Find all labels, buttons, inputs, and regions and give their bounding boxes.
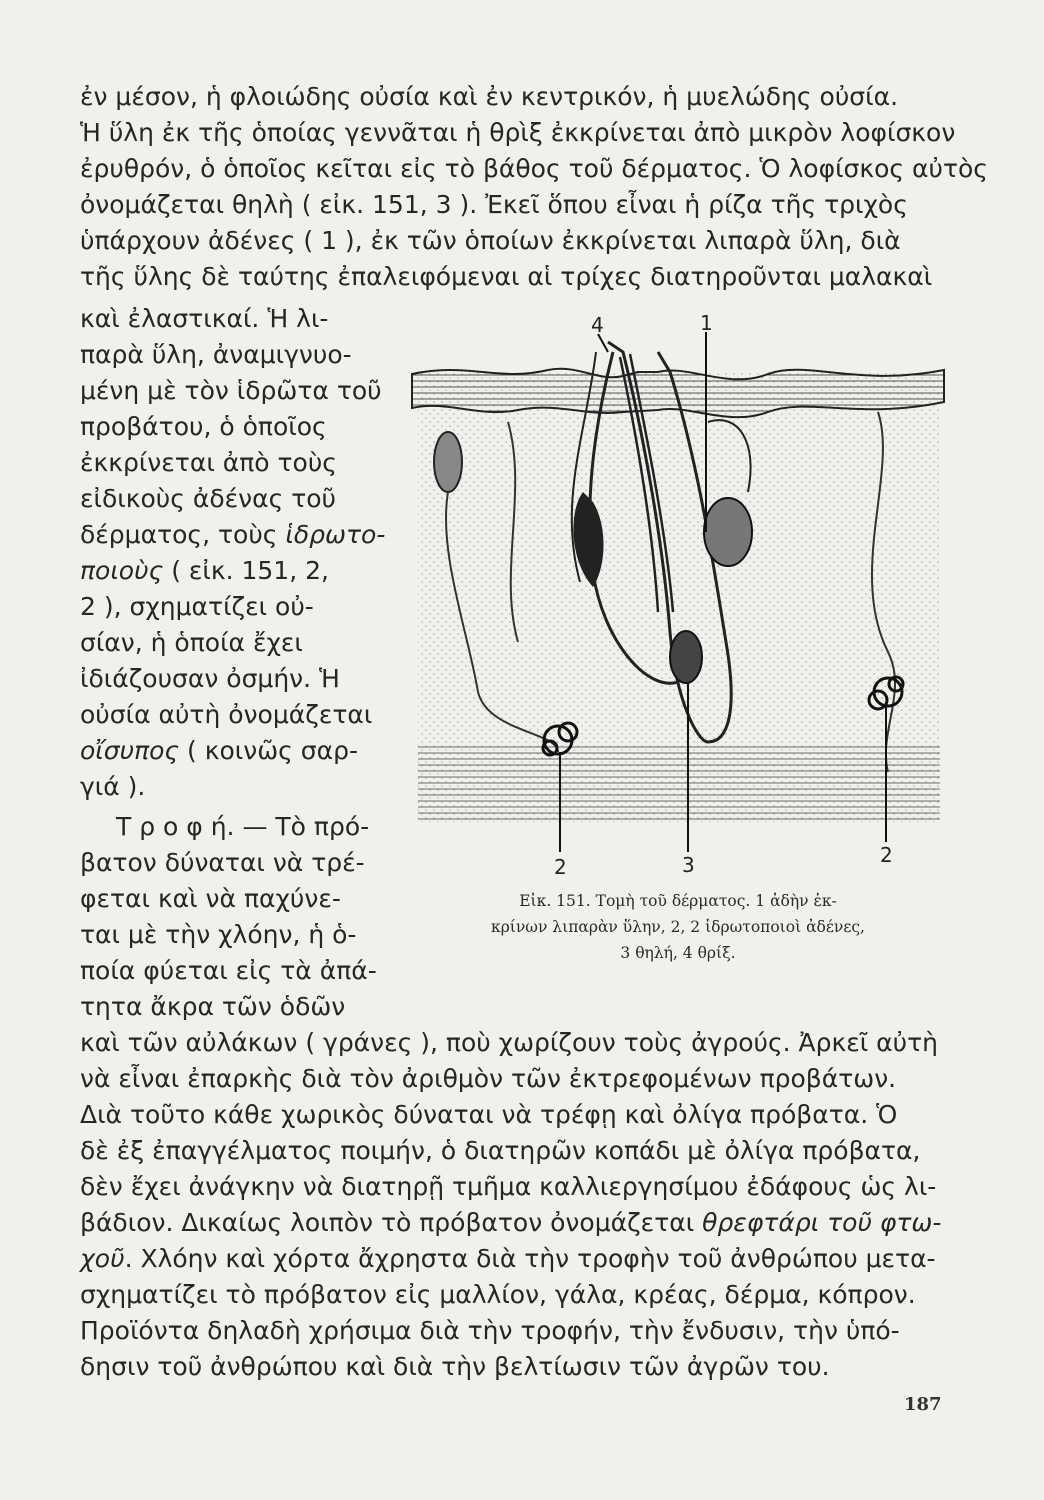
text-line: μένη μὲ τὸν ἱδρῶτα τοῦ xyxy=(80,376,382,405)
section-heading-line: Τ ρ ο φ ή. — Τὸ πρό- xyxy=(116,812,370,841)
text-line: καὶ τῶν αὐλάκων ( γράνες ), ποὺ χωρίζουν τοὺς ἀγρούς. Ἀρκεῖ αὐτὴ xyxy=(80,1028,939,1057)
text-line: δὲν ἔχει ἀνάγκην νὰ διατηρῇ τμῆμα καλλιεργησίμου ἐδάφους ὡς λι- xyxy=(80,1172,937,1201)
text-line: 2 ), σχηματίζει οὐ- xyxy=(80,592,314,621)
italic-term: ἱδρωτο- xyxy=(285,520,386,549)
text-line: ἐκκρίνεται ἀπὸ τοὺς xyxy=(80,448,337,477)
text-line: σχηματίζει τὸ πρόβατον εἰς μαλλίον, γάλα, κρέας, δέρμα, κόπρον. xyxy=(80,1280,916,1309)
figure-caption: 3 θηλή, 4 θρίξ. xyxy=(620,944,736,962)
text-line: παρὰ ὕλη, ἀναμιγνυο- xyxy=(80,340,352,369)
italic-term: οἴσυπος xyxy=(80,736,180,765)
text-line: Ἡ ὕλη ἐκ τῆς ὁποίας γεννᾶται ἡ θρὶξ ἐκκρίνεται ἀπὸ μικρὸν λοφίσκον xyxy=(80,118,956,147)
italic-term: χοῦ xyxy=(80,1244,125,1273)
text-line: χοῦ. Χλόην καὶ χόρτα ἄχρηστα διὰ τὴν τροφὴν τοῦ ἀνθρώπου μετα- xyxy=(80,1244,936,1273)
text-line: ποία φύεται εἰς τὰ ἀπά- xyxy=(80,956,377,985)
text-line: βάδιον. Δικαίως λοιπὸν τὸ πρόβατον ὀνομάζεται θρεφτάρι τοῦ φτω- xyxy=(80,1208,942,1237)
section-heading: Τ ρ ο φ ή. xyxy=(116,812,235,841)
text-line: ἐρυθρόν, ὁ ὁποῖος κεῖται εἰς τὸ βάθος τοῦ δέρματος. Ὁ λοφίσκος αὐτὸς xyxy=(80,154,988,183)
skin-section-illustration xyxy=(408,312,952,884)
text-line: νὰ εἶναι ἐπαρκὴς διὰ τὸν ἀριθμὸν τῶν ἐκτρεφομένων προβάτων. xyxy=(80,1064,897,1093)
text-line: Προϊόντα δηλαδὴ χρήσιμα διὰ τὴν τροφήν, τὴν ἔνδυσιν, τὴν ὑπό- xyxy=(80,1316,900,1345)
text-line: ποιοὺς ( εἰκ. 151, 2, xyxy=(80,556,329,585)
text-line: τῆς ὕλης δὲ ταύτης ἐπαλειφόμεναι αἱ τρίχες διατηροῦνται μαλακαὶ xyxy=(80,262,933,291)
text-line: ἐν μέσον, ἡ φλοιώδης οὐσία καὶ ἐν κεντρικόν, ἡ μυελώδης οὐσία. xyxy=(80,82,899,111)
text-line: ὑπάρχουν ἀδένες ( 1 ), ἐκ τῶν ὁποίων ἐκκρίνεται λιπαρὰ ὕλη, διὰ xyxy=(80,226,901,255)
text-line: γιά ). xyxy=(80,772,146,801)
figure-label: 4 xyxy=(591,313,604,337)
text-line: φεται καὶ νὰ παχύνε- xyxy=(80,884,341,913)
figure-caption: Εἰκ. 151. Τομὴ τοῦ δέρματος. 1 ἀδὴν ἐκ- xyxy=(519,892,837,910)
figure-label: 1 xyxy=(700,312,713,335)
text-line: Διὰ τοῦτο κάθε χωρικὸς δύναται νὰ τρέφῃ καὶ ὀλίγα πρόβατα. Ὁ xyxy=(80,1100,898,1129)
figure-label: 3 xyxy=(682,853,695,877)
page-number: 187 xyxy=(904,1394,942,1415)
text-line: σίαν, ἡ ὁποία ἔχει xyxy=(80,628,303,657)
text-line: καὶ ἐλαστικαί. Ἡ λι- xyxy=(80,304,329,333)
text-line: δέρματος, τοὺς ἱδρωτο- xyxy=(80,520,386,549)
text-line: εἰδικοὺς ἀδένας τοῦ xyxy=(80,484,337,513)
italic-term: ποιοὺς xyxy=(80,556,164,585)
text-line: βατον δύναται νὰ τρέ- xyxy=(80,848,365,877)
italic-term: θρεφτάρι τοῦ φτω- xyxy=(702,1208,942,1237)
figure-label: 2 xyxy=(554,855,567,879)
text-line: οὐσία αὐτὴ ὀνομάζεται xyxy=(80,700,373,729)
text-line: δησιν τοῦ ἀνθρώπου καὶ διὰ τὴν βελτίωσιν τῶν ἀγρῶν του. xyxy=(80,1352,830,1381)
text-line: προβάτου, ὁ ὁποῖος xyxy=(80,412,327,441)
text-line: τητα ἄκρα τῶν ὁδῶν xyxy=(80,992,346,1021)
text-line: οἴσυπος ( κοινῶς σαρ- xyxy=(80,736,358,765)
text-line: ται μὲ τὴν χλόην, ἡ ὁ- xyxy=(80,920,357,949)
text-line: ἰδιάζουσαν ὀσμήν. Ἡ xyxy=(80,664,340,693)
text-line: δὲ ἐξ ἐπαγγέλματος ποιμήν, ὁ διατηρῶν κοπάδι μὲ ὀλίγα πρόβατα, xyxy=(80,1136,921,1165)
figure-caption: κρίνων λιπαρὰν ὕλην, 2, 2 ἱδρωτοποιοὶ ἀδένες, xyxy=(491,918,865,936)
text-line: ὀνομάζεται θηλὴ ( εἰκ. 151, 3 ). Ἐκεῖ ὅπου εἶναι ἡ ρίζα τῆς τριχὸς xyxy=(80,190,908,219)
figure-label: 2 xyxy=(880,843,893,867)
skin-section-figure xyxy=(408,312,952,884)
